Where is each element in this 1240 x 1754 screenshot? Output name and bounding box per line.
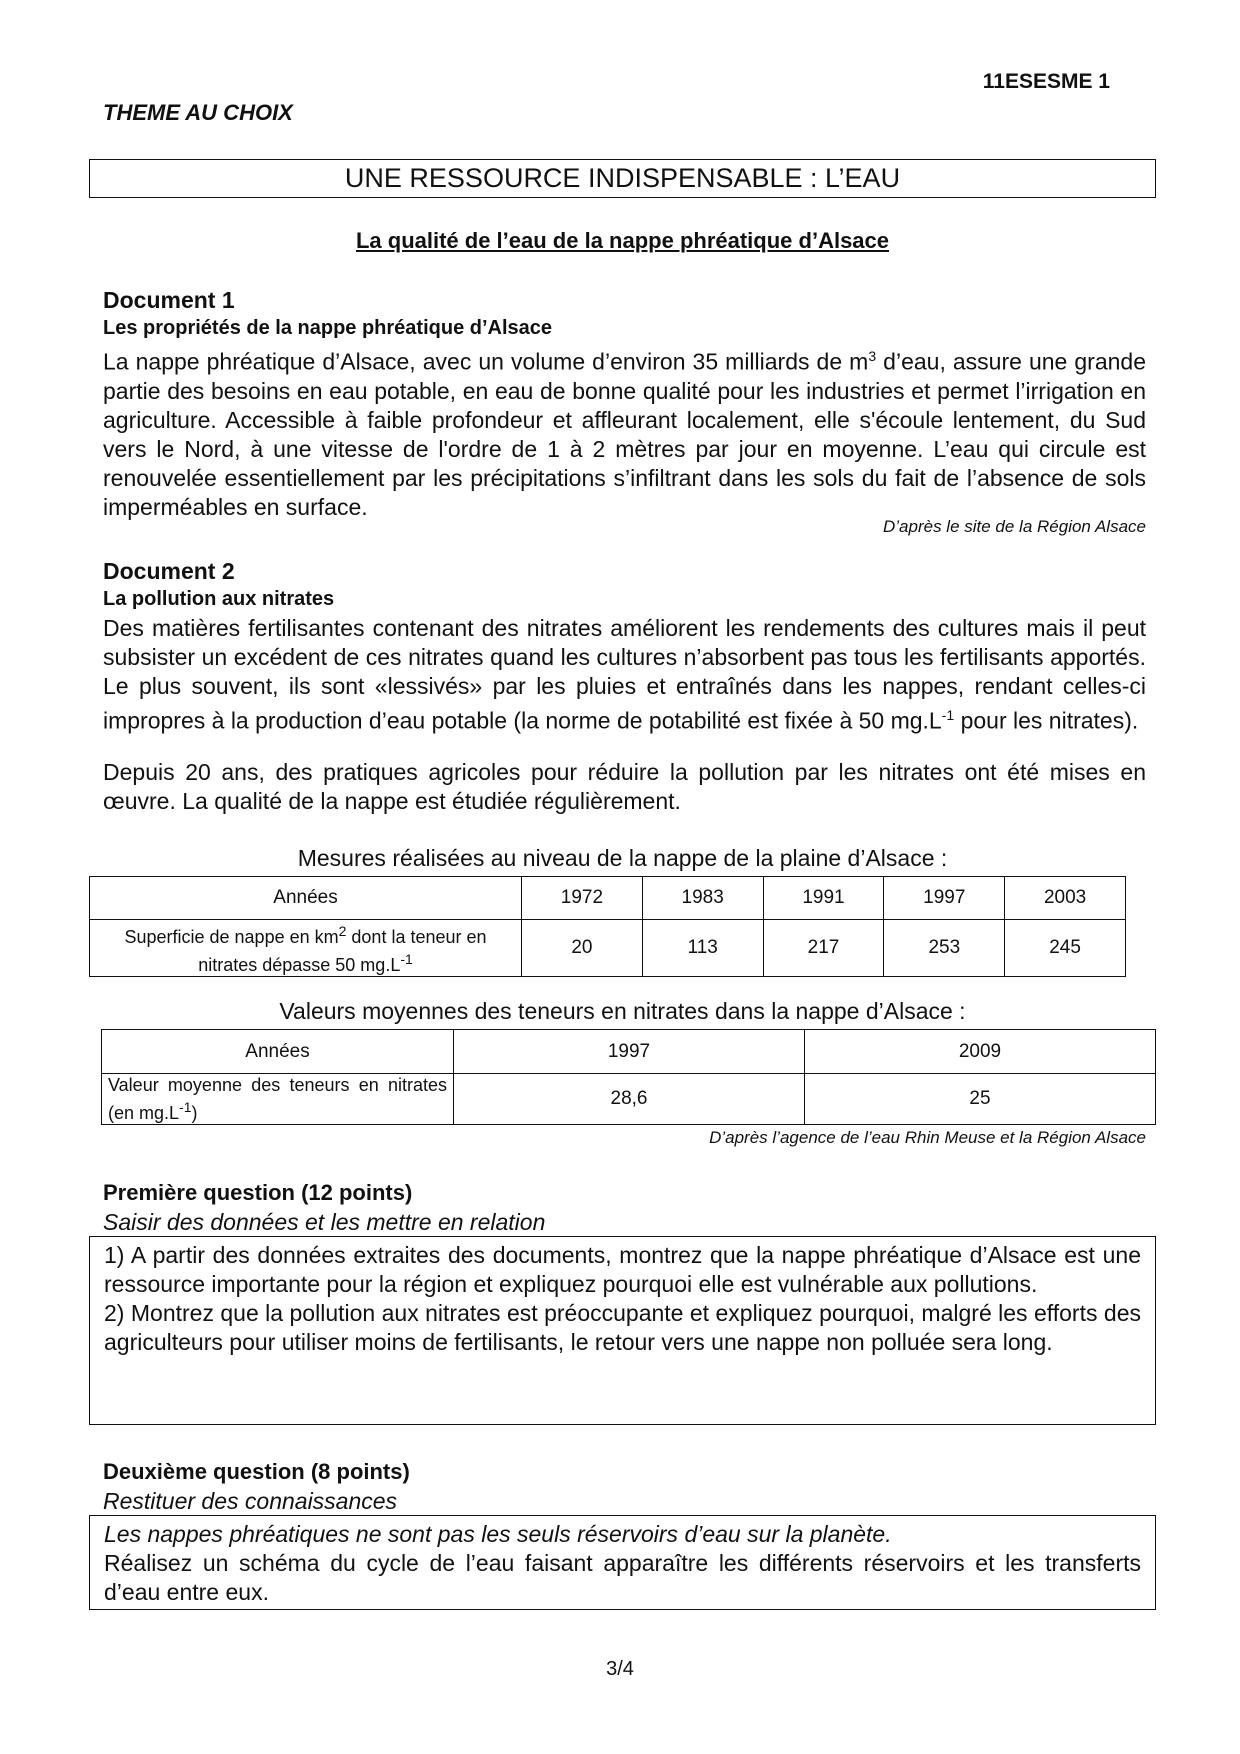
exam-code: 11ESESME 1 — [982, 70, 1110, 93]
table2-row-label: Valeur moyenne des teneurs en nitrates (en $mg.L^{-1}$) — [102, 1074, 454, 1125]
table1-value: 253 — [884, 920, 1005, 977]
q2-box — [89, 1515, 1156, 1610]
table1-value: 20 — [522, 920, 643, 977]
q2-intro: Les nappes phréatiques ne sont pas les seuls réservoirs d’eau sur la planète. — [104, 1521, 892, 1547]
q2-subheading: Restituer des connaissances — [103, 1488, 398, 1514]
table2-header-row — [102, 1030, 1156, 1074]
table2-year: 2009 — [805, 1030, 1156, 1074]
q1-item-2: 2) Montrez que la pollution aux nitrates est préoccupante et expliquez pourquoi, malgré les efforts des agriculteurs pour utiliser moins de fertilisants, le retour vers une nappe non polluée sera long. — [104, 1300, 1141, 1355]
table1-value: 113 — [642, 920, 763, 977]
doc1-source: D’après le site de la Région Alsace — [882, 517, 1146, 536]
table2-header-label: Années — [102, 1030, 454, 1074]
table1-year: 2003 — [1005, 877, 1126, 920]
table1-row-label: Superficie de nappe en $km^2$ dont la teneur en nitrates dépasse 50 $mg.L^{-1}$ — [90, 920, 522, 977]
doc2-source: D’après l’agence de l’eau Rhin Meuse et la Région Alsace — [709, 1128, 1146, 1147]
table2-year: 1997 — [454, 1030, 805, 1074]
doc1-subheading: Les propriétés de la nappe phréatique d’Alsace — [103, 317, 553, 339]
q1-item-1: 1) A partir des données extraites des documents, montrez que la nappe phréatique d’Alsace est une ressource importante pour la région et expliquez pourquoi elle est vulnérable aux pollutions. — [104, 1242, 1141, 1297]
table1-caption: Mesures réalisées au niveau de la nappe de la plaine d’Alsace : — [297, 845, 948, 871]
table1-year: 1997 — [884, 877, 1005, 920]
table2-value: 25 — [805, 1074, 1156, 1125]
table1 — [89, 876, 1126, 977]
table1-header-label: Années — [90, 877, 522, 920]
q2-heading: Deuxième question (8 points) — [103, 1459, 410, 1484]
q2-task: Réalisez un schéma du cycle de l’eau faisant apparaître les différents réservoirs et les transferts d’eau entre eux. — [104, 1550, 1141, 1605]
doc2-paragraph-2: Depuis 20 ans, des pratiques agricoles pour réduire la pollution par les nitrates ont été mises en œuvre. La qualité de la nappe est étudiée régulièrement. — [103, 759, 1146, 814]
doc1-paragraph: La nappe phréatique d’Alsace, avec un volume d’environ 35 milliards de $m^3$ d’eau, assure une grande partie des besoins en eau potable, en eau de bonne qualité pour les industries et permet l’irrigation en agriculture. Accessible à faible profondeur et affleurant localement, elle s'écoule lentement, du Sud vers le Nord, à une vitesse de l'ordre de 1 à 2 mètres par jour en moyenne. L’eau qui circule est renouvelée essentiellement par les précipitations s’infiltrant dans les sols du fait de l’absence de sols imperméables en surface. — [103, 348, 1146, 520]
doc2-subheading: La pollution aux nitrates — [103, 588, 335, 610]
table1-value: 245 — [1005, 920, 1126, 977]
page-number: 3/4 — [606, 1658, 634, 1680]
doc1-heading: Document 1 — [103, 287, 235, 313]
table2 — [101, 1029, 1156, 1125]
doc2-paragraph: Des matières fertilisantes contenant des nitrates améliorent les rendements des cultures mais il peut subsister un excédent de ces nitrates quand les cultures n’absorbent pas tous les fertilisants apportés. Le plus souvent, ils sont «lessivés» par les pluies et entraînés dans les nappes, rendant celles-ci impropres à la production d’eau potable (la norme de potabilité est fixée à 50 $mg.L^{-1}$ pour les nitrates). — [103, 615, 1146, 734]
table1-data-row — [90, 920, 1126, 977]
doc2-heading: Document 2 — [103, 558, 235, 584]
table1-value: 217 — [763, 920, 884, 977]
table1-header-row — [90, 877, 1126, 920]
table2-caption: Valeurs moyennes des teneurs en nitrates dans la nappe d’Alsace : — [279, 998, 966, 1024]
table2-data-row — [102, 1074, 1156, 1125]
page-title: UNE RESSOURCE INDISPENSABLE : L’EAU — [89, 159, 1156, 198]
q1-heading: Première question (12 points) — [103, 1180, 413, 1205]
q1-box — [89, 1236, 1156, 1425]
theme-label: THEME AU CHOIX — [103, 100, 293, 125]
table1-year: 1983 — [642, 877, 763, 920]
table2-value: 28,6 — [454, 1074, 805, 1125]
table1-year: 1972 — [522, 877, 643, 920]
q1-subheading: Saisir des données et les mettre en relation — [103, 1209, 546, 1235]
page-subtitle: La qualité de l’eau de la nappe phréatique d’Alsace — [355, 228, 890, 253]
table1-year: 1991 — [763, 877, 884, 920]
